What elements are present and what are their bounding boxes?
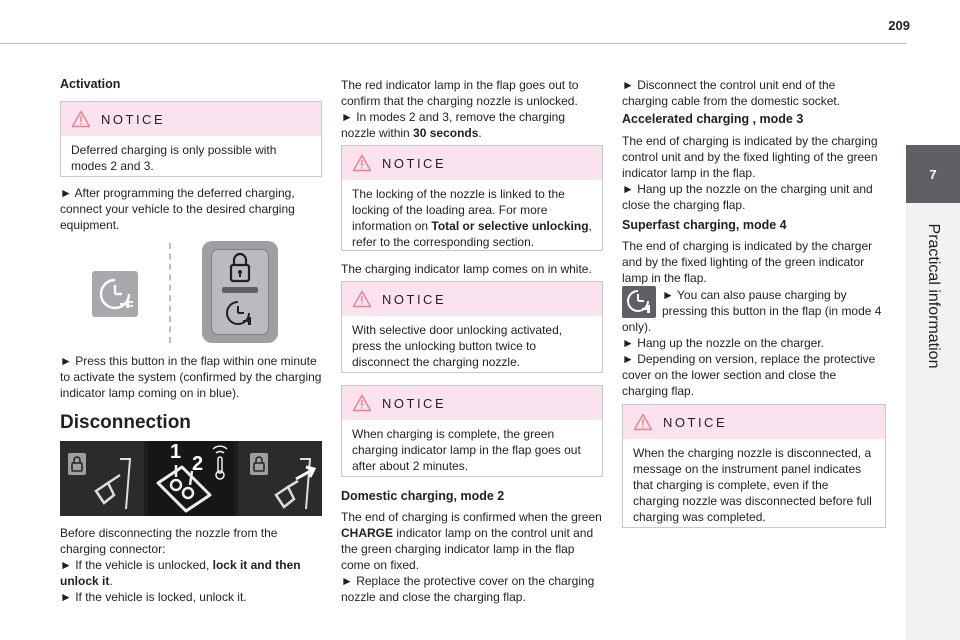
notice-text: When charging is complete, the green charging indicator lamp in the flap goes out after about 2 minutes. — [352, 427, 581, 473]
paragraph: ► If the vehicle is locked, unlock it. — [60, 590, 247, 604]
text-run: , refer to the corresponding section. — [352, 219, 592, 249]
callout-number-2: 2 — [192, 453, 204, 475]
paragraph — [60, 557, 322, 589]
chapter-number: 7 — [929, 166, 937, 182]
notice-header — [342, 282, 602, 316]
notice-text: When the charging nozzle is disconnected, a message on the instrument panel indicates that charging is complete, even if the charging nozzle was disconnected before full charging was completed. — [633, 446, 872, 524]
bold-text-run: Total or selective unlocking — [431, 219, 589, 233]
paragraph: The end of charging is indicated by the charger and by the fixed lighting of the green indicator lamp in the flap. — [622, 239, 873, 285]
header-rule — [0, 43, 906, 44]
notice-box — [341, 281, 603, 373]
padlock-icon — [228, 251, 252, 285]
paragraph: ► You can also pause charging by — [662, 288, 847, 302]
notice-header — [342, 146, 602, 180]
padlock-icon — [68, 453, 86, 475]
notice-header — [623, 405, 885, 439]
accelerated-charging-heading: Accelerated charging , mode 3 — [622, 112, 804, 126]
notice-text: Deferred charging is only possible with modes 2 and 3. — [71, 143, 277, 173]
charging-nozzle-icon — [90, 455, 138, 513]
thermometer-icon — [210, 445, 230, 481]
notice-text — [342, 180, 602, 257]
paragraph — [341, 509, 603, 573]
activation-heading: Activation — [60, 77, 121, 91]
notice-title: NOTICE — [382, 155, 447, 171]
text-run: The end of charging is confirmed when the green — [341, 510, 602, 524]
paragraph: ► After programming the deferred charging, connect your vehicle to the desired charging equipment. — [60, 186, 295, 232]
paragraph: The red indicator lamp in the flap goes out to confirm that the charging nozzle is unlocked. — [341, 78, 579, 108]
disconnection-photo-strip — [60, 441, 322, 516]
notice-box — [341, 145, 603, 251]
callout-number-1: 1 — [170, 441, 182, 463]
paragraph: ► Hang up the nozzle on the charger. — [622, 336, 825, 350]
notice-box — [60, 101, 322, 177]
notice-title: NOTICE — [382, 291, 447, 307]
text-run: . — [109, 574, 113, 588]
warning-triangle-icon — [352, 394, 372, 412]
domestic-charging-heading: Domestic charging, mode 2 — [341, 489, 505, 503]
dashed-divider — [169, 243, 171, 343]
warning-triangle-icon — [352, 154, 372, 172]
bold-text-run: CHARGE — [341, 526, 394, 540]
paragraph: The end of charging is indicated by the charging control unit and by the fixed lighting of the green indicator lamp in the flap. — [622, 134, 878, 180]
notice-box — [341, 385, 603, 477]
text-run: ► In modes 2 and 3, remove the charging nozzle within — [341, 110, 566, 140]
timer-plug-icon — [92, 271, 138, 317]
notice-title: NOTICE — [101, 111, 166, 127]
paragraph: pressing this button in the flap (in mode 4 — [662, 304, 882, 318]
disconnection-heading: Disconnection — [60, 412, 191, 433]
paragraph: Before disconnecting the nozzle from the charging connector: — [60, 526, 278, 556]
paragraph: only). — [622, 320, 652, 334]
timer-plug-icon — [224, 299, 256, 329]
pause-button-image — [622, 286, 656, 318]
bold-text-run: lock it and then unlock it — [60, 558, 301, 588]
chapter-tab[interactable] — [906, 145, 960, 203]
notice-header — [342, 386, 602, 420]
warning-triangle-icon — [71, 110, 91, 128]
paragraph: The charging indicator lamp comes on in white. — [341, 262, 592, 276]
paragraph: ► Depending on version, replace the protective cover on the lower section and close the charging flap. — [622, 352, 876, 398]
text-run: indicator lamp on the control unit and the green charging indicator lamp in the flap come on fixed. — [341, 526, 594, 572]
charging-nozzle-icon — [270, 455, 320, 513]
page-number: 209 — [888, 18, 910, 33]
bold-text-run: 30 seconds — [413, 126, 479, 140]
notice-title: NOTICE — [382, 395, 447, 411]
paragraph: ► Press this button in the flap within one minute to activate the system (confirmed by the charging indicator lamp coming on in blue). — [60, 354, 322, 400]
notice-text: With selective door unlocking activated, press the unlocking button twice to disconnect the charging nozzle. — [352, 323, 563, 369]
notice-box — [622, 404, 886, 528]
paragraph: ► Replace the protective cover on the charging nozzle and close the charging flap. — [341, 574, 595, 604]
warning-triangle-icon — [352, 290, 372, 308]
timer-plug-icon — [622, 286, 656, 318]
superfast-charging-heading: Superfast charging, mode 4 — [622, 218, 787, 232]
paragraph: ► Hang up the nozzle on the charging unit and close the charging flap. — [622, 182, 873, 212]
charging-flap-image — [202, 241, 278, 343]
flap-slot — [222, 287, 258, 293]
chapter-title: Practical information — [925, 223, 942, 369]
notice-title: NOTICE — [663, 414, 728, 430]
timer-button-image — [92, 271, 138, 317]
padlock-icon — [250, 453, 268, 475]
key-fob-icon — [152, 461, 216, 513]
text-run: . — [478, 126, 482, 140]
text-run: ► If the vehicle is unlocked, — [60, 558, 213, 572]
text-run: The locking of the nozzle is linked to the locking of the loading area. For more information on — [352, 187, 565, 233]
paragraph — [341, 109, 603, 141]
paragraph: ► Disconnect the control unit end of the charging cable from the domestic socket. — [622, 78, 841, 108]
warning-triangle-icon — [633, 413, 653, 431]
notice-header — [61, 102, 321, 136]
